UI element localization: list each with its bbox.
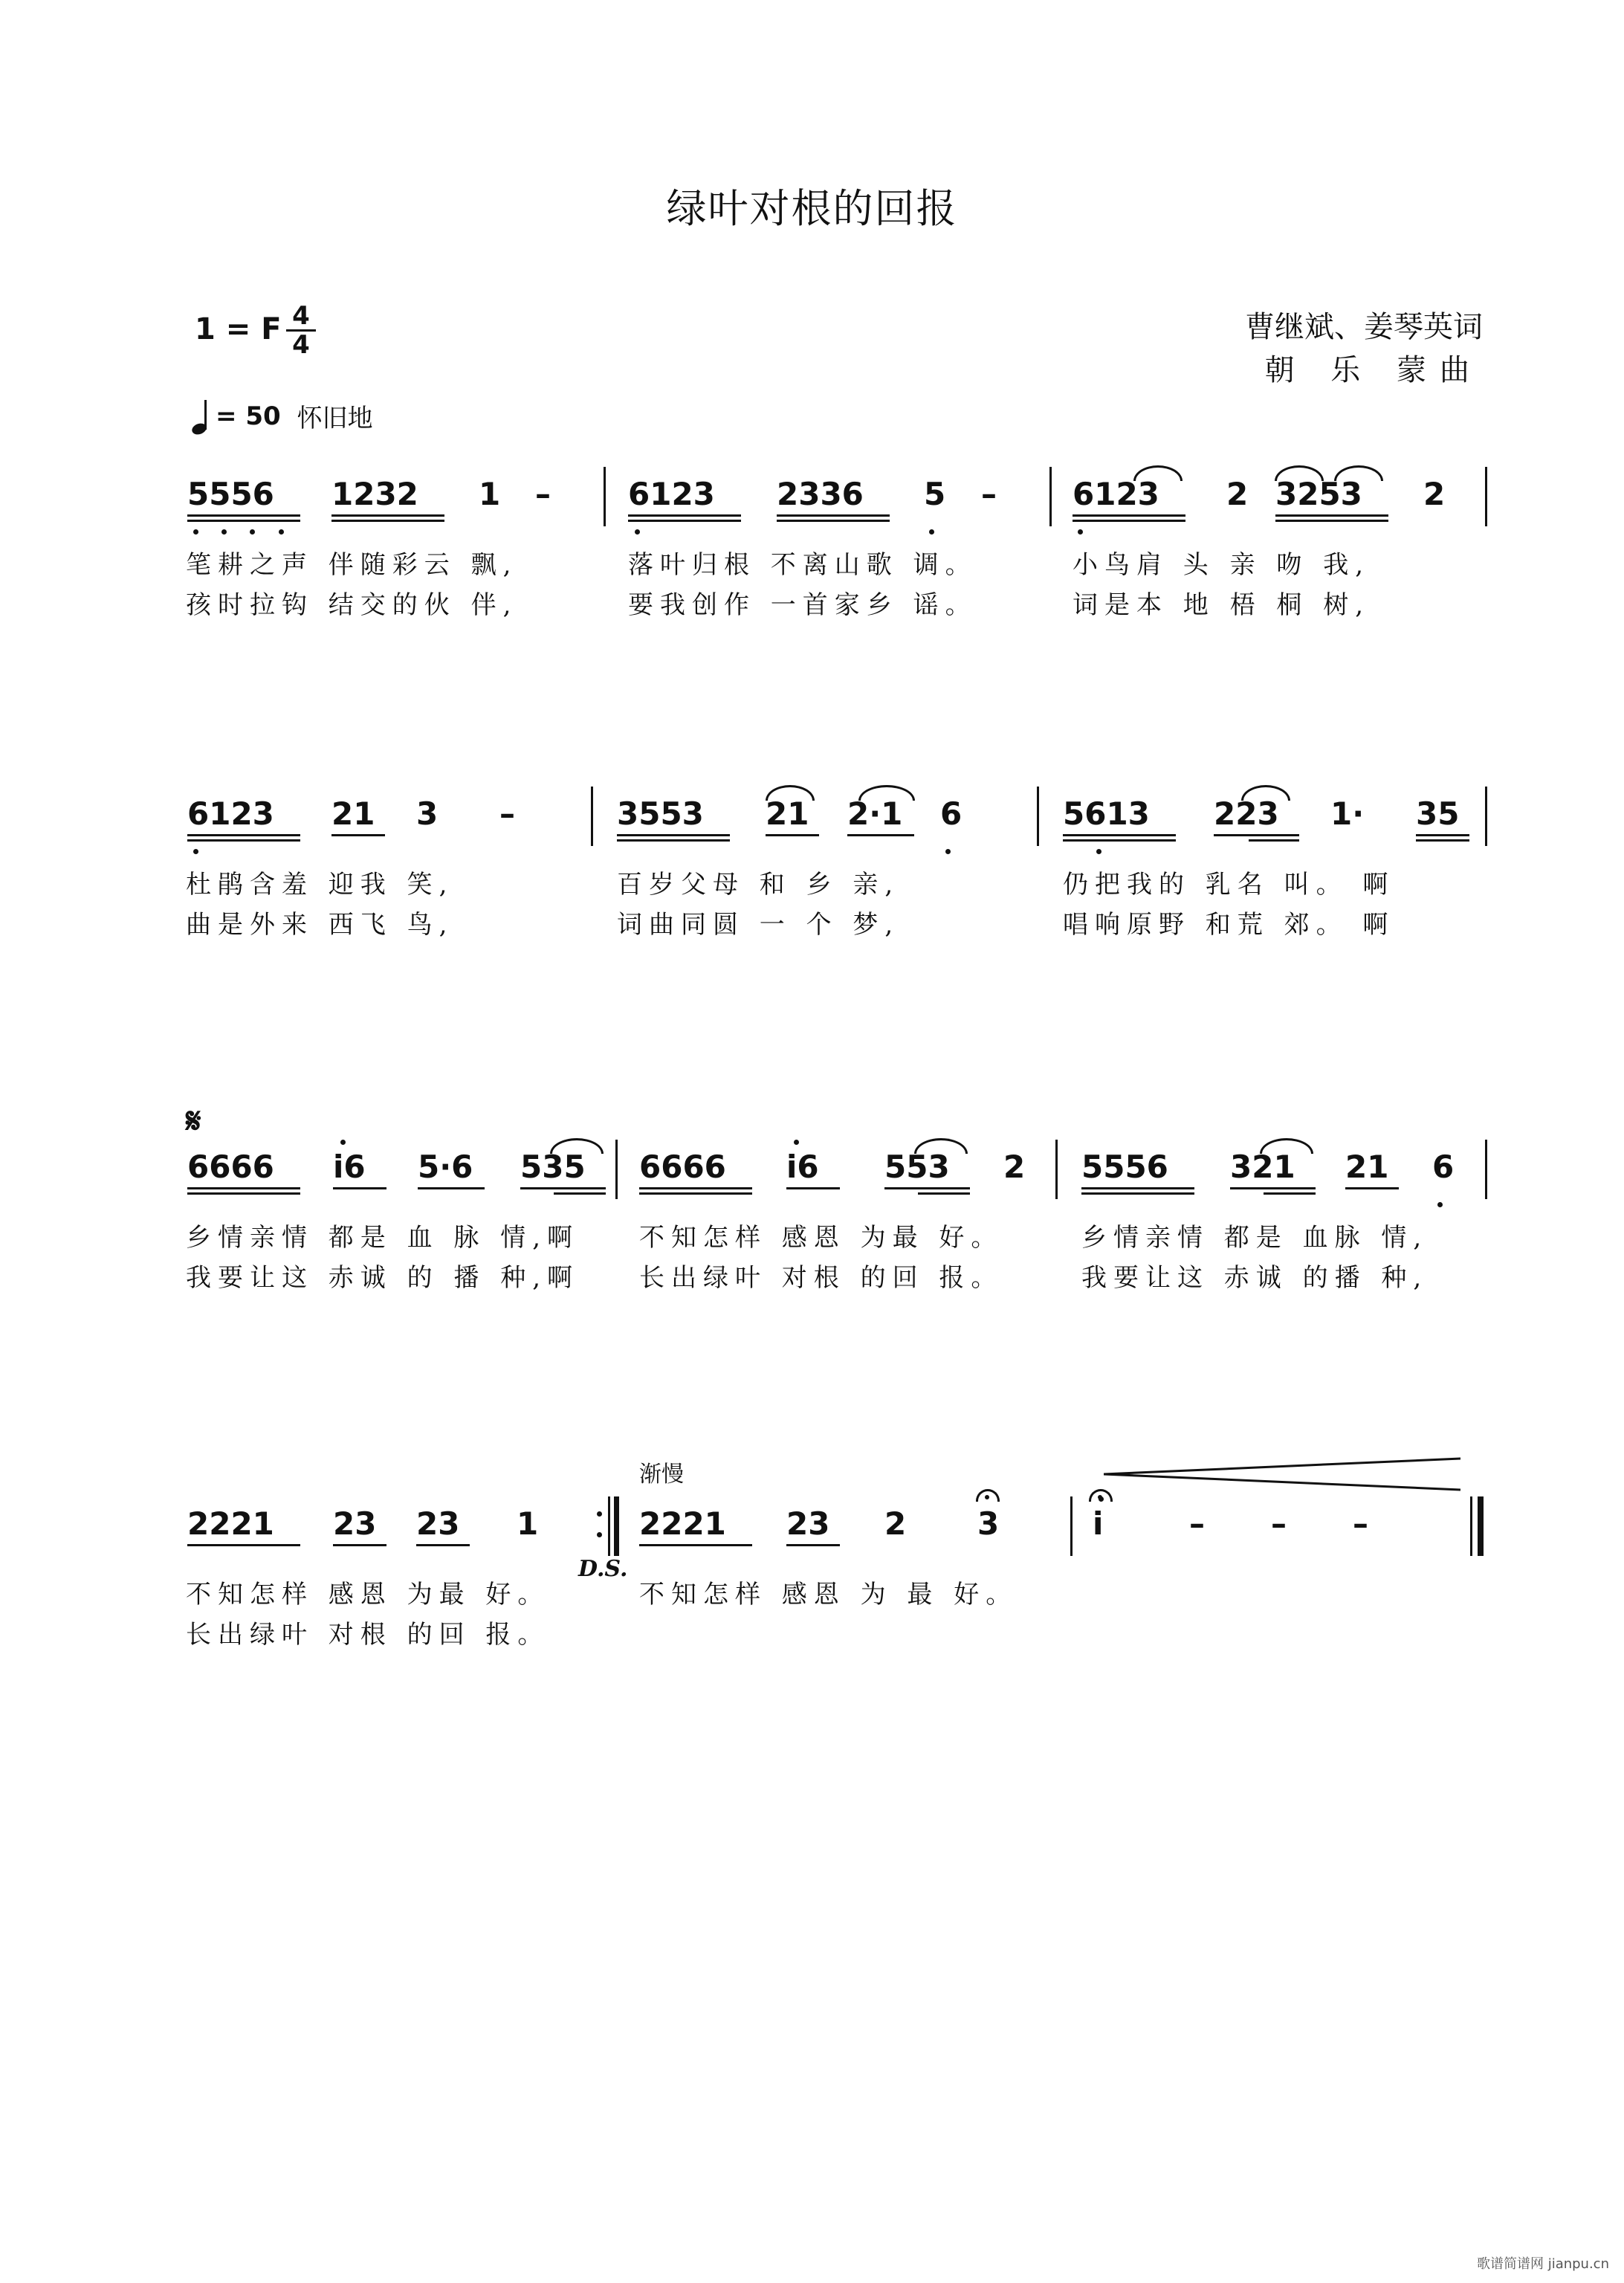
note-group: 2·1 — [847, 795, 903, 832]
repeat-barline-thin — [608, 1496, 610, 1556]
barline — [1049, 467, 1052, 526]
beam — [639, 1544, 752, 1546]
composer-credit: 朝 乐 蒙曲 — [1264, 353, 1483, 387]
beam — [1416, 839, 1469, 842]
barline — [1485, 787, 1487, 846]
note-group: 2221 — [187, 1505, 274, 1542]
beam — [1081, 1192, 1194, 1195]
ritardando-marking: 渐慢 — [639, 1462, 684, 1488]
lyric-line-1: 笔耕之声 伴随彩云 飘, — [186, 550, 518, 580]
lyric-line-1: 不知怎样 感恩 为最 好。 — [186, 1580, 550, 1609]
note-group: – — [535, 476, 551, 512]
note-group: 3 — [416, 795, 439, 832]
note-group: i6 — [786, 1149, 819, 1185]
lyric-line-2: 我要让这 赤诚 的播 种, — [1081, 1263, 1429, 1293]
beam — [1073, 520, 1185, 522]
beam — [847, 834, 914, 836]
low-dot — [279, 529, 284, 535]
beam — [418, 1187, 485, 1189]
note-group: 321 — [1230, 1149, 1295, 1185]
note-group: – — [1271, 1505, 1287, 1542]
lyric-line-2: 曲是外来 西飞 鸟, — [186, 910, 454, 940]
note-group: 5613 — [1063, 795, 1150, 832]
note-group: 6123 — [1073, 476, 1159, 512]
note-group: 223 — [1214, 795, 1279, 832]
final-barline-thick — [1478, 1496, 1484, 1556]
note-group: 21 — [766, 795, 809, 832]
beam — [639, 1187, 752, 1189]
beam — [786, 1187, 840, 1189]
beam — [628, 514, 741, 517]
note-group: 2 — [1423, 476, 1446, 512]
beam — [884, 1187, 970, 1189]
beam — [1249, 839, 1299, 842]
low-dot — [250, 529, 255, 535]
lyric-line-2: 唱响原野 和荒 郊。 啊 — [1063, 910, 1395, 940]
barline — [1070, 1496, 1073, 1556]
low-dot — [635, 529, 640, 535]
beam — [1264, 1192, 1316, 1195]
lyric-line-1: 乡情亲情 都是 血 脉 情,啊 — [186, 1223, 580, 1253]
key-signature: 1 = F — [195, 312, 282, 346]
beam — [1275, 514, 1388, 517]
slur — [1260, 1138, 1313, 1154]
high-dot — [794, 1140, 799, 1145]
note-group: – — [1189, 1505, 1205, 1542]
slur — [914, 1138, 968, 1154]
barline — [604, 467, 606, 526]
low-dot — [1437, 1202, 1443, 1207]
note-group: 5556 — [1081, 1149, 1168, 1185]
note-group: 1· — [1330, 795, 1365, 832]
slur — [550, 1138, 604, 1154]
lyricist-credit: 曹继斌、姜琴英词 — [1245, 310, 1483, 344]
lyric-line-2: 长出绿叶 对根 的回 报。 — [186, 1620, 550, 1650]
barline — [615, 1140, 618, 1199]
low-dot — [1078, 529, 1083, 535]
beam — [1275, 520, 1388, 522]
slur — [1133, 465, 1183, 481]
beam — [333, 1187, 386, 1189]
lyric-line-1: 杜鹃含羞 迎我 笑, — [186, 870, 454, 900]
slur — [1241, 785, 1290, 801]
lyric-line-2: 要我创作 一首家乡 谣。 — [628, 590, 977, 620]
beam — [777, 514, 890, 517]
low-dot — [1096, 849, 1101, 854]
note-group: i — [1093, 1505, 1104, 1542]
beam — [187, 1544, 300, 1546]
lyric-line-2: 孩时拉钩 结交的伙 伴, — [186, 590, 518, 620]
note-group: 23 — [333, 1505, 377, 1542]
beam — [331, 514, 444, 517]
barline — [1055, 1140, 1058, 1199]
beam — [416, 1544, 470, 1546]
time-signature — [286, 303, 316, 358]
note-group: 6666 — [639, 1149, 726, 1185]
low-dot — [221, 529, 227, 535]
note-group: 5·6 — [418, 1149, 473, 1185]
quarter-note-icon — [192, 398, 208, 434]
beam — [187, 839, 300, 842]
note-group: 553 — [884, 1149, 950, 1185]
page-title: 绿叶对根的回报 — [666, 185, 958, 232]
beam — [187, 514, 300, 517]
beam — [333, 1544, 386, 1546]
segno-sign: 𝄋 — [186, 1100, 201, 1142]
barline — [1037, 787, 1039, 846]
beam — [520, 1187, 606, 1189]
slur — [1334, 465, 1383, 481]
note-group: 23 — [786, 1505, 830, 1542]
lyric-line-2: 词曲同圆 一 个 梦, — [617, 910, 900, 940]
low-dot — [945, 849, 951, 854]
note-group: 6123 — [187, 795, 274, 832]
barline — [591, 787, 593, 846]
beam — [187, 1187, 300, 1189]
tempo-expression: 怀旧地 — [297, 404, 373, 433]
barline — [1485, 467, 1487, 526]
lyric-line-2: 词是本 地 梧 桐 树, — [1073, 590, 1371, 620]
lyric-line-1: 落叶归根 不离山歌 调。 — [628, 550, 977, 580]
low-dot — [929, 529, 934, 535]
beam — [1230, 1187, 1316, 1189]
note-group: 2 — [884, 1505, 907, 1542]
note-group: 1 — [517, 1505, 539, 1542]
meter-top: 4 — [292, 301, 310, 331]
beam — [554, 1192, 606, 1195]
high-dot — [1099, 1496, 1104, 1502]
dal-segno-marking: D.S. — [578, 1556, 628, 1582]
beam — [786, 1544, 840, 1546]
note-group: 3553 — [617, 795, 704, 832]
lyric-line-1: 不知怎样 感恩 为 最 好。 — [639, 1580, 1018, 1609]
note-group: 23 — [416, 1505, 460, 1542]
beam — [187, 834, 300, 836]
note-group: 5556 — [187, 476, 274, 512]
beam — [1081, 1187, 1194, 1189]
repeat-dot — [597, 1511, 602, 1517]
beam — [628, 520, 741, 522]
note-group: 21 — [331, 795, 375, 832]
high-dot — [340, 1140, 346, 1145]
low-dot — [193, 849, 198, 854]
tempo-value: = 50 — [216, 401, 281, 431]
beam — [777, 520, 890, 522]
note-group: 2 — [1003, 1149, 1026, 1185]
beam — [617, 839, 730, 842]
tempo-marking — [192, 398, 373, 434]
repeat-dot — [597, 1532, 602, 1537]
decrescendo-hairpin — [1104, 1456, 1460, 1493]
lyric-line-2: 长出绿叶 对根 的回 报。 — [639, 1263, 1003, 1293]
beam — [331, 520, 444, 522]
note-group: – — [1353, 1505, 1368, 1542]
slur — [1275, 465, 1324, 481]
meter-bottom: 4 — [292, 330, 310, 360]
beam — [1214, 834, 1299, 836]
fermata-icon — [976, 1489, 1000, 1502]
site-watermark: 歌谱简谱网 jianpu.cn — [1476, 2256, 1609, 2272]
beam — [918, 1192, 970, 1195]
note-group: 2336 — [777, 476, 864, 512]
low-dot — [193, 529, 198, 535]
barline — [1485, 1140, 1487, 1199]
note-group: – — [981, 476, 997, 512]
beam — [187, 520, 300, 522]
note-group: 6 — [1432, 1149, 1455, 1185]
beam — [1416, 834, 1469, 836]
note-group: 1 — [479, 476, 501, 512]
slur — [766, 785, 815, 801]
lyric-line-1: 不知怎样 感恩 为最 好。 — [639, 1223, 1003, 1253]
beam — [766, 834, 819, 836]
note-group: 6123 — [628, 476, 715, 512]
note-group: 35 — [1416, 795, 1460, 832]
lyric-line-1: 百岁父母 和 乡 亲, — [617, 870, 900, 900]
beam — [1345, 1187, 1399, 1189]
note-group: 2221 — [639, 1505, 726, 1542]
beam — [1063, 839, 1176, 842]
note-group: 6666 — [187, 1149, 274, 1185]
note-group: 1232 — [331, 476, 418, 512]
note-group: 5 — [924, 476, 946, 512]
lyric-line-1: 仍把我的 乳名 叫。 啊 — [1063, 870, 1395, 900]
beam — [639, 1192, 752, 1195]
note-group: i6 — [333, 1149, 366, 1185]
beam — [1073, 514, 1185, 517]
lyric-line-2: 我要让这 赤诚 的 播 种,啊 — [186, 1263, 580, 1293]
note-group: 3253 — [1275, 476, 1362, 512]
note-group: 2 — [1226, 476, 1249, 512]
note-group: 3 — [977, 1505, 1000, 1542]
beam — [331, 834, 385, 836]
lyric-line-1: 小鸟肩 头 亲 吻 我, — [1073, 550, 1371, 580]
final-barline-thin — [1470, 1496, 1472, 1556]
note-group: 535 — [520, 1149, 586, 1185]
lyric-line-1: 乡情亲情 都是 血脉 情, — [1081, 1223, 1429, 1253]
beam — [187, 1192, 300, 1195]
beam — [1063, 834, 1176, 836]
note-group: – — [499, 795, 515, 832]
beam — [617, 834, 730, 836]
repeat-barline-thick — [614, 1496, 619, 1556]
note-group: 21 — [1345, 1149, 1389, 1185]
slur — [858, 785, 915, 801]
note-group: 6 — [940, 795, 963, 832]
